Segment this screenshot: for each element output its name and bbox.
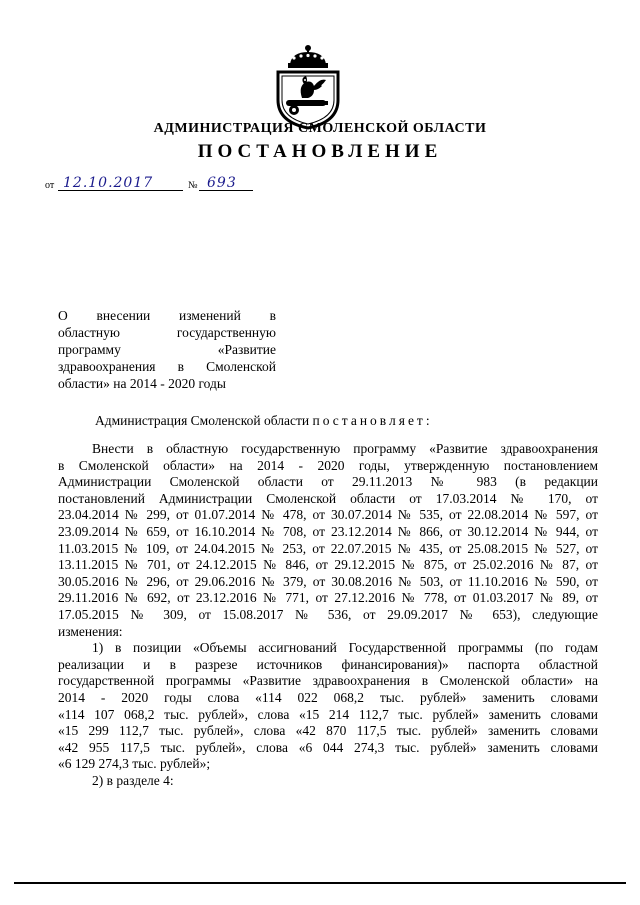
body-line: 30.05.2016 № 296, от 29.06.2016 № 379, от 30.08.2016 № 503, от 11.10.2016 № 590, от [58, 573, 598, 589]
body-line: Администрации Смоленской области от 29.11.2013 № 983 (в редакции [58, 474, 598, 490]
body-line: 1) в позиции «Объемы ассигнований Государственной программы (по годам [92, 640, 598, 656]
coat-of-arms-icon [268, 42, 348, 130]
item-1-paragraph [58, 640, 598, 773]
body-line: постановлений Администрации Смоленской области от 17.03.2014 № 170, от [58, 490, 598, 506]
subject-line: области» на 2014 - 2020 годы [58, 376, 226, 391]
date-from-label: от [45, 180, 55, 191]
page-bottom-rule [14, 882, 626, 884]
organization-title: АДМИНИСТРАЦИЯ СМОЛЕНСКОЙ ОБЛАСТИ [153, 121, 487, 136]
number-value: 693 [207, 175, 237, 191]
subject-line: здравоохранения в Смоленской [58, 359, 276, 374]
body-line: «6 129 274,3 тыс. рублей»; [58, 756, 211, 772]
body-line: «15 299 112,7 тыс. рублей», слова «42 870 117,5 тыс. рублей» заменить словами [58, 723, 598, 739]
subject-line: программу «Развитие [58, 342, 276, 357]
body-line: 11.03.2015 № 109, от 24.04.2015 № 253, от 22.07.2015 № 435, от 25.08.2015 № 527, от [58, 540, 598, 556]
body-line: в Смоленской области» на 2014 - 2020 годы, утвержденную постановлением [58, 457, 598, 473]
document-subject [58, 307, 276, 392]
body-line: 17.05.2015 № 309, от 15.08.2017 № 536, от 29.09.2017 № 653), следующие [58, 606, 598, 622]
decree-prefix: Администрация Смоленской области [95, 413, 310, 428]
body-line: «42 955 117,5 тыс. рублей», слова «6 044 274,3 тыс. рублей» заменить словами [58, 739, 598, 755]
document-type-title: ПОСТАНОВЛЕНИЕ [197, 141, 443, 162]
decree-verb: постановляет: [312, 413, 433, 428]
body-line: реализации и в разрезе источников финансирования)» паспорта областной [58, 656, 598, 672]
body-line: «114 107 068,2 тыс. рублей», слова «15 214 112,7 тыс. рублей» заменить словами [58, 706, 598, 722]
body-line: 2) в разделе 4: [92, 772, 174, 788]
subject-line: областную государственную [58, 325, 276, 340]
body-line: изменения: [58, 623, 123, 639]
decree-statement [95, 413, 433, 429]
date-number-line [45, 174, 305, 194]
date-value: 12.10.2017 [63, 175, 154, 191]
item-2-paragraph [58, 773, 598, 790]
body-line: Внести в областную государственную программу «Развитие здравоохранения [92, 441, 598, 456]
body-line: 13.11.2015 № 701, от 24.12.2015 № 846, от 29.12.2015 № 875, от 25.02.2016 № 87, от [58, 557, 598, 573]
subject-line: О внесении изменений в [58, 308, 276, 323]
document-body [58, 441, 598, 789]
body-line: 2014 - 2020 годы слова «114 022 068,2 тыс. рублей» заменить словами [58, 689, 598, 705]
number-label: № [188, 180, 198, 191]
body-line: государственной программы «Развитие здравоохранения в Смоленской области» на [58, 673, 598, 689]
body-line: 29.11.2016 № 692, от 23.12.2016 № 771, от 27.12.2016 № 778, от 01.03.2017 № 89, от [58, 590, 598, 606]
body-line: 23.09.2014 № 659, от 16.10.2014 № 708, от 23.12.2014 № 866, от 30.12.2014 № 944, от [58, 523, 598, 539]
intro-paragraph [58, 441, 598, 640]
body-line: 23.04.2014 № 299, от 01.07.2014 № 478, от 30.07.2014 № 535, от 22.08.2014 № 597, от [58, 507, 598, 523]
